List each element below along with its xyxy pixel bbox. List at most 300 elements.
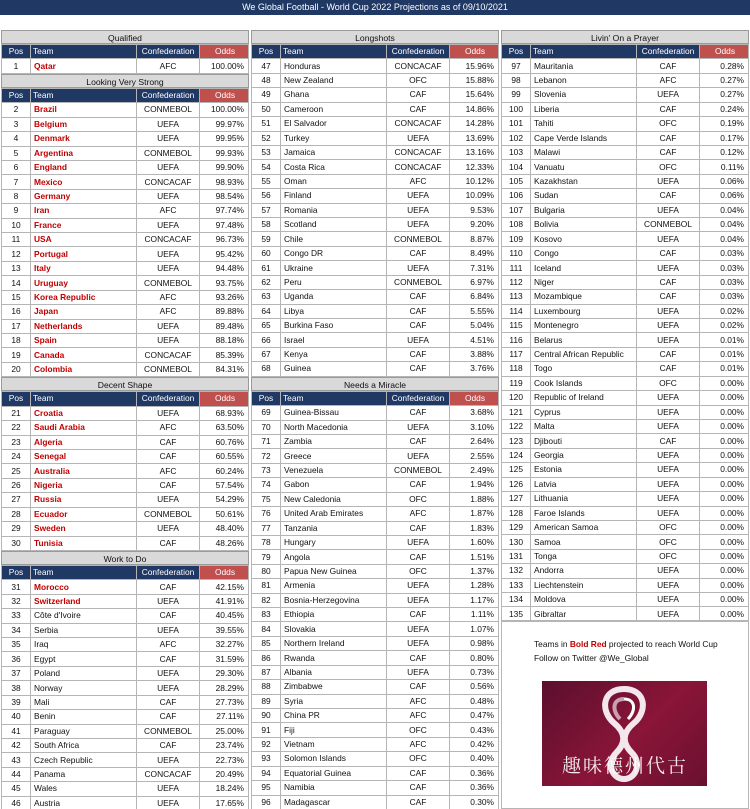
team-cell: Lithuania <box>531 492 637 506</box>
confederation-cell: CAF <box>387 362 450 376</box>
team-cell: Mauritania <box>531 59 637 73</box>
header-conf: Confederation <box>137 392 200 406</box>
pos-cell: 92 <box>252 737 281 751</box>
table-row <box>2 435 249 449</box>
pos-cell: 56 <box>252 189 281 203</box>
team-cell: Cook Islands <box>531 376 637 390</box>
table-row <box>2 536 249 550</box>
pos-cell: 42 <box>2 738 31 752</box>
odds-cell: 2.55% <box>450 449 499 463</box>
pos-cell: 48 <box>252 73 281 87</box>
team-cell: Iran <box>31 204 137 218</box>
confederation-cell: OFC <box>387 564 450 578</box>
pos-cell: 72 <box>252 449 281 463</box>
table-row <box>252 117 499 131</box>
pos-cell: 114 <box>502 304 531 318</box>
team-cell: Qatar <box>31 59 137 73</box>
team-cell: Colombia <box>31 362 137 376</box>
confederation-cell: AFC <box>137 204 200 218</box>
pos-cell: 38 <box>2 681 31 695</box>
odds-cell: 54.29% <box>200 493 249 507</box>
odds-cell: 0.47% <box>450 708 499 722</box>
pos-cell: 100 <box>502 102 531 116</box>
confederation-cell: UEFA <box>137 796 200 809</box>
odds-cell: 27.73% <box>200 695 249 709</box>
pos-cell: 16 <box>2 305 31 319</box>
table-row <box>2 276 249 290</box>
header-team: Team <box>31 565 137 579</box>
table-row <box>252 232 499 246</box>
confederation-cell: CAF <box>637 145 700 159</box>
table-row <box>252 434 499 448</box>
confederation-cell: AFC <box>137 59 200 73</box>
team-cell: Burkina Faso <box>281 319 387 333</box>
table-row <box>2 204 249 218</box>
pos-cell: 134 <box>502 593 531 607</box>
odds-cell: 0.40% <box>450 752 499 766</box>
team-cell: North Macedonia <box>281 420 387 434</box>
header-team: Team <box>281 45 387 59</box>
table-row <box>502 102 749 116</box>
table-row <box>252 246 499 260</box>
pos-cell: 89 <box>252 694 281 708</box>
pos-cell: 58 <box>252 218 281 232</box>
pos-cell: 33 <box>2 609 31 623</box>
pos-cell: 69 <box>252 406 281 420</box>
team-cell: Moldova <box>531 593 637 607</box>
pos-cell: 91 <box>252 723 281 737</box>
team-cell: Georgia <box>531 448 637 462</box>
header-pos: Pos <box>2 45 31 59</box>
confederation-cell: UEFA <box>137 319 200 333</box>
header-team: Team <box>531 45 637 59</box>
team-cell: Lebanon <box>531 73 637 87</box>
team-cell: Kenya <box>281 347 387 361</box>
pos-cell: 63 <box>252 290 281 304</box>
standings-table-decent-shape <box>1 391 249 551</box>
team-cell: England <box>31 160 137 174</box>
confederation-cell: CONMEBOL <box>387 232 450 246</box>
odds-cell: 32.27% <box>200 638 249 652</box>
table-row <box>252 449 499 463</box>
confederation-cell: UEFA <box>387 449 450 463</box>
confederation-cell: CAF <box>637 362 700 376</box>
team-cell: Congo DR <box>281 246 387 260</box>
pos-cell: 88 <box>252 680 281 694</box>
pos-cell: 46 <box>2 796 31 809</box>
table-row <box>252 304 499 318</box>
odds-cell: 0.73% <box>450 665 499 679</box>
odds-cell: 0.43% <box>450 723 499 737</box>
pos-cell: 13 <box>2 261 31 275</box>
table-row <box>252 463 499 477</box>
confederation-cell: UEFA <box>387 622 450 636</box>
confederation-cell: UEFA <box>137 117 200 131</box>
pos-cell: 7 <box>2 175 31 189</box>
pos-cell: 104 <box>502 160 531 174</box>
odds-cell: 99.95% <box>200 132 249 146</box>
odds-cell: 5.55% <box>450 304 499 318</box>
odds-cell: 0.01% <box>700 333 749 347</box>
odds-cell: 0.00% <box>700 593 749 607</box>
team-cell: Uruguay <box>31 276 137 290</box>
confederation-cell: UEFA <box>387 636 450 650</box>
confederation-cell: UEFA <box>637 319 700 333</box>
header-odds: Odds <box>200 392 249 406</box>
odds-cell: 40.45% <box>200 609 249 623</box>
team-cell: Equatorial Guinea <box>281 766 387 780</box>
pos-cell: 78 <box>252 535 281 549</box>
pos-cell: 18 <box>2 334 31 348</box>
team-cell: Madagascar <box>281 795 387 809</box>
odds-cell: 1.87% <box>450 507 499 521</box>
odds-cell: 15.64% <box>450 88 499 102</box>
pos-cell: 82 <box>252 593 281 607</box>
team-cell: Saudi Arabia <box>31 421 137 435</box>
confederation-cell: UEFA <box>137 218 200 232</box>
header-odds: Odds <box>700 45 749 59</box>
header-pos: Pos <box>2 88 31 102</box>
pos-cell: 22 <box>2 421 31 435</box>
confederation-cell: UEFA <box>387 203 450 217</box>
team-cell: Brazil <box>31 103 137 117</box>
odds-cell: 1.83% <box>450 521 499 535</box>
odds-cell: 0.06% <box>700 174 749 188</box>
header-team: Team <box>281 391 387 405</box>
odds-cell: 0.06% <box>700 189 749 203</box>
pos-cell: 44 <box>2 767 31 781</box>
team-cell: Slovenia <box>531 88 637 102</box>
table-row <box>502 304 749 318</box>
confederation-cell: AFC <box>137 638 200 652</box>
confederation-cell: CAF <box>387 102 450 116</box>
confederation-cell: UEFA <box>137 334 200 348</box>
team-cell: Greece <box>281 449 387 463</box>
table-row <box>2 117 249 131</box>
table-row <box>252 102 499 116</box>
header-conf: Confederation <box>387 391 450 405</box>
pos-cell: 24 <box>2 449 31 463</box>
team-cell: United Arab Emirates <box>281 507 387 521</box>
odds-cell: 50.61% <box>200 507 249 521</box>
table-row <box>2 59 249 73</box>
team-cell: Germany <box>31 189 137 203</box>
header-odds: Odds <box>200 565 249 579</box>
team-cell: Rwanda <box>281 651 387 665</box>
confederation-cell: CAF <box>387 406 450 420</box>
table-row <box>502 174 749 188</box>
odds-cell: 0.00% <box>700 434 749 448</box>
team-cell: Andorra <box>531 564 637 578</box>
odds-cell: 6.97% <box>450 275 499 289</box>
odds-cell: 6.84% <box>450 290 499 304</box>
team-cell: Gabon <box>281 478 387 492</box>
team-cell: Malawi <box>531 145 637 159</box>
header-odds: Odds <box>200 45 249 59</box>
confederation-cell: OFC <box>637 117 700 131</box>
table-row <box>502 535 749 549</box>
header-pos: Pos <box>2 392 31 406</box>
pos-cell: 117 <box>502 347 531 361</box>
odds-cell: 100.00% <box>200 103 249 117</box>
odds-cell: 0.00% <box>700 376 749 390</box>
pos-cell: 98 <box>502 73 531 87</box>
odds-cell: 10.09% <box>450 189 499 203</box>
pos-cell: 28 <box>2 507 31 521</box>
pos-cell: 52 <box>252 131 281 145</box>
confederation-cell: UEFA <box>137 247 200 261</box>
pos-cell: 15 <box>2 290 31 304</box>
confederation-cell: CAF <box>387 781 450 795</box>
odds-cell: 99.93% <box>200 146 249 160</box>
table-row <box>2 580 249 594</box>
table-row <box>252 160 499 174</box>
team-cell: Latvia <box>531 477 637 491</box>
table-row <box>252 73 499 87</box>
confederation-cell: AFC <box>387 737 450 751</box>
pos-cell: 135 <box>502 607 531 621</box>
legend-note-pre: Teams in <box>534 639 570 649</box>
odds-cell: 13.16% <box>450 145 499 159</box>
table-row <box>502 73 749 87</box>
table-row <box>502 564 749 578</box>
pos-cell: 47 <box>252 59 281 73</box>
team-cell: Australia <box>31 464 137 478</box>
odds-cell: 0.42% <box>450 737 499 751</box>
confederation-cell: AFC <box>137 421 200 435</box>
table-row <box>252 781 499 795</box>
odds-cell: 0.04% <box>700 218 749 232</box>
confederation-cell: UEFA <box>637 304 700 318</box>
team-cell: Iraq <box>31 638 137 652</box>
odds-cell: 3.10% <box>450 420 499 434</box>
header-team: Team <box>31 392 137 406</box>
pos-cell: 123 <box>502 434 531 448</box>
legend-note-bold: Bold Red <box>569 639 607 649</box>
pos-cell: 9 <box>2 204 31 218</box>
table-row <box>502 506 749 520</box>
odds-cell: 0.19% <box>700 117 749 131</box>
header-pos: Pos <box>502 45 531 59</box>
confederation-cell: UEFA <box>137 493 200 507</box>
confederation-cell: CONCACAF <box>387 59 450 73</box>
team-cell: Estonia <box>531 463 637 477</box>
team-cell: Liechtenstein <box>531 578 637 592</box>
confederation-cell: UEFA <box>637 578 700 592</box>
odds-cell: 97.48% <box>200 218 249 232</box>
table-row <box>502 434 749 448</box>
team-cell: Oman <box>281 174 387 188</box>
pos-cell: 93 <box>252 752 281 766</box>
odds-cell: 0.28% <box>700 59 749 73</box>
confederation-cell: UEFA <box>387 261 450 275</box>
odds-cell: 9.53% <box>450 203 499 217</box>
table-row <box>502 593 749 607</box>
table-row <box>2 175 249 189</box>
team-cell: Northern Ireland <box>281 636 387 650</box>
odds-cell: 48.26% <box>200 536 249 550</box>
pos-cell: 6 <box>2 160 31 174</box>
confederation-cell: UEFA <box>137 594 200 608</box>
odds-cell: 0.04% <box>700 232 749 246</box>
odds-cell: 84.31% <box>200 362 249 376</box>
team-cell: Finland <box>281 189 387 203</box>
team-cell: Ethiopia <box>281 608 387 622</box>
pos-cell: 121 <box>502 405 531 419</box>
standings-table-qualified <box>1 44 249 74</box>
table-row <box>252 752 499 766</box>
confederation-cell: CONCACAF <box>137 767 200 781</box>
team-cell: Niger <box>531 275 637 289</box>
table-row <box>252 708 499 722</box>
header-conf: Confederation <box>137 88 200 102</box>
odds-cell: 0.02% <box>700 319 749 333</box>
confederation-cell: AFC <box>637 73 700 87</box>
table-row <box>502 448 749 462</box>
pos-cell: 126 <box>502 477 531 491</box>
team-cell: Ghana <box>281 88 387 102</box>
confederation-cell: UEFA <box>387 535 450 549</box>
table-row <box>502 275 749 289</box>
table-row <box>502 578 749 592</box>
team-cell: New Zealand <box>281 73 387 87</box>
odds-cell: 7.31% <box>450 261 499 275</box>
confederation-cell: AFC <box>387 174 450 188</box>
team-cell: Japan <box>31 305 137 319</box>
team-cell: Argentina <box>31 146 137 160</box>
team-cell: Croatia <box>31 406 137 420</box>
table-row <box>2 464 249 478</box>
table-row <box>502 463 749 477</box>
pos-cell: 102 <box>502 131 531 145</box>
pos-cell: 49 <box>252 88 281 102</box>
table-row <box>2 132 249 146</box>
confederation-cell: CONMEBOL <box>387 463 450 477</box>
pos-cell: 81 <box>252 579 281 593</box>
team-cell: Nigeria <box>31 478 137 492</box>
table-row <box>2 652 249 666</box>
table-row <box>252 608 499 622</box>
pos-cell: 4 <box>2 132 31 146</box>
table-row <box>2 623 249 637</box>
team-cell: Luxembourg <box>531 304 637 318</box>
standings-table-longshots <box>251 44 499 377</box>
odds-cell: 0.00% <box>700 419 749 433</box>
confederation-cell: UEFA <box>637 492 700 506</box>
odds-cell: 0.00% <box>700 492 749 506</box>
confederation-cell: OFC <box>637 160 700 174</box>
confederation-cell: OFC <box>637 535 700 549</box>
pos-cell: 103 <box>502 145 531 159</box>
section-title-longshots: Longshots <box>251 30 499 44</box>
confederation-cell: UEFA <box>137 753 200 767</box>
confederation-cell: AFC <box>387 708 450 722</box>
team-cell: Zambia <box>281 434 387 448</box>
table-row <box>2 319 249 333</box>
confederation-cell: CAF <box>637 246 700 260</box>
team-cell: Tunisia <box>31 536 137 550</box>
pos-cell: 109 <box>502 232 531 246</box>
confederation-cell: CONCACAF <box>387 145 450 159</box>
table-row <box>2 594 249 608</box>
odds-cell: 3.88% <box>450 347 499 361</box>
team-cell: Israel <box>281 333 387 347</box>
column-3 <box>501 30 749 622</box>
team-cell: Norway <box>31 681 137 695</box>
confederation-cell: CAF <box>137 609 200 623</box>
confederation-cell: CONCACAF <box>137 233 200 247</box>
odds-cell: 0.00% <box>700 448 749 462</box>
odds-cell: 95.42% <box>200 247 249 261</box>
pos-cell: 90 <box>252 708 281 722</box>
team-cell: New Caledonia <box>281 492 387 506</box>
team-cell: Libya <box>281 304 387 318</box>
confederation-cell: CAF <box>387 88 450 102</box>
team-cell: Korea Republic <box>31 290 137 304</box>
pos-cell: 79 <box>252 550 281 564</box>
pos-cell: 75 <box>252 492 281 506</box>
table-row <box>2 738 249 752</box>
confederation-cell: UEFA <box>137 623 200 637</box>
pos-cell: 20 <box>2 362 31 376</box>
odds-cell: 0.27% <box>700 88 749 102</box>
pos-cell: 128 <box>502 506 531 520</box>
confederation-cell: UEFA <box>387 579 450 593</box>
team-cell: Montenegro <box>531 319 637 333</box>
pos-cell: 73 <box>252 463 281 477</box>
confederation-cell: CAF <box>137 478 200 492</box>
pos-cell: 97 <box>502 59 531 73</box>
odds-cell: 94.48% <box>200 261 249 275</box>
pos-cell: 67 <box>252 347 281 361</box>
odds-cell: 0.00% <box>700 564 749 578</box>
watermark-text: 趣味德州代古 <box>562 755 689 777</box>
pos-cell: 14 <box>2 276 31 290</box>
header-odds: Odds <box>200 88 249 102</box>
table-row <box>502 145 749 159</box>
odds-cell: 85.39% <box>200 348 249 362</box>
confederation-cell: UEFA <box>637 593 700 607</box>
odds-cell: 57.54% <box>200 478 249 492</box>
pos-cell: 115 <box>502 319 531 333</box>
confederation-cell: UEFA <box>387 665 450 679</box>
team-cell: Namibia <box>281 781 387 795</box>
confederation-cell: OFC <box>387 723 450 737</box>
team-cell: Canada <box>31 348 137 362</box>
table-row <box>252 636 499 650</box>
pos-cell: 127 <box>502 492 531 506</box>
header-odds: Odds <box>450 45 499 59</box>
table-row <box>2 507 249 521</box>
confederation-cell: OFC <box>637 520 700 534</box>
odds-cell: 0.56% <box>450 680 499 694</box>
confederation-cell: CAF <box>637 434 700 448</box>
confederation-cell: UEFA <box>387 593 450 607</box>
odds-cell: 0.00% <box>700 477 749 491</box>
pos-cell: 133 <box>502 578 531 592</box>
pos-cell: 125 <box>502 463 531 477</box>
table-row <box>2 767 249 781</box>
confederation-cell: UEFA <box>137 406 200 420</box>
table-row <box>252 189 499 203</box>
team-cell: Cyprus <box>531 405 637 419</box>
header-conf: Confederation <box>137 45 200 59</box>
table-row <box>2 421 249 435</box>
odds-cell: 3.76% <box>450 362 499 376</box>
team-cell: Austria <box>31 796 137 809</box>
table-row <box>252 131 499 145</box>
pos-cell: 40 <box>2 710 31 724</box>
